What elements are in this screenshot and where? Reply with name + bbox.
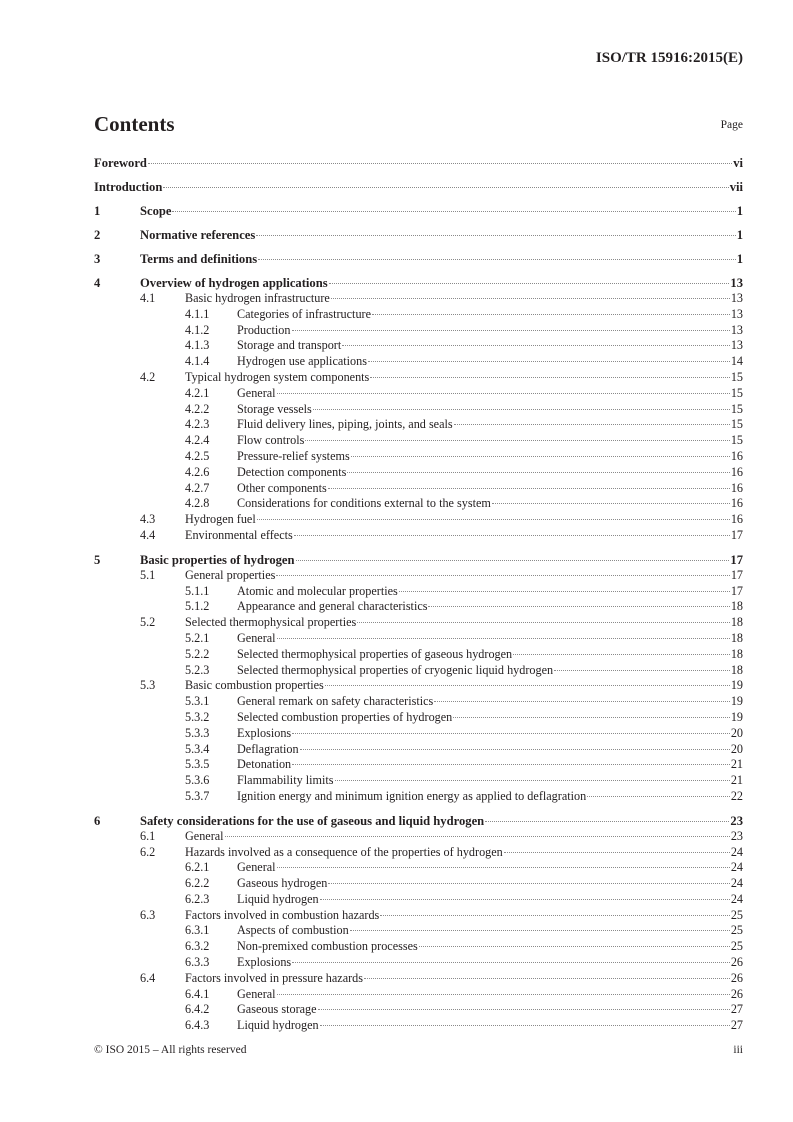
toc-entry-page[interactable]: 18	[730, 599, 743, 614]
toc-entry-number: 4.2.2	[185, 401, 210, 416]
toc-entry-page[interactable]: 21	[730, 757, 743, 772]
toc-entry[interactable]	[94, 227, 743, 243]
toc-entry[interactable]	[94, 876, 743, 892]
toc-entry[interactable]	[94, 773, 743, 789]
toc-entry-title[interactable]: Flammability limits	[237, 773, 334, 788]
dot-leader	[357, 622, 730, 623]
toc-entry-number: 4.1.4	[185, 354, 210, 369]
table-of-contents	[94, 155, 743, 1034]
toc-entry-page[interactable]: 26	[730, 986, 743, 1001]
toc-entry-title[interactable]: Detonation	[237, 757, 292, 772]
toc-entry-title[interactable]: Appearance and general characteristics	[237, 599, 428, 614]
toc-entry-page[interactable]: 15	[730, 417, 743, 432]
page-title: Contents	[94, 112, 175, 136]
toc-entry-number: 4.1.1	[185, 306, 210, 321]
toc-entry-number: 5.3.3	[185, 725, 210, 740]
dot-leader	[485, 821, 729, 822]
toc-entry-page[interactable]: 24	[730, 860, 743, 875]
toc-entry[interactable]	[94, 307, 743, 323]
toc-entry-number: 5	[94, 552, 101, 567]
toc-entry[interactable]	[94, 789, 743, 805]
toc-entry-title[interactable]: Scope	[140, 204, 172, 218]
dot-leader	[292, 330, 730, 331]
dot-leader	[328, 488, 730, 489]
toc-entry-number: 6.4.2	[185, 1002, 210, 1017]
toc-entry-title[interactable]: Non-premixed combustion processes	[237, 939, 418, 954]
toc-entry-number: 5.2.1	[185, 630, 210, 645]
toc-entry-title[interactable]: General remark on safety characteristics	[237, 694, 434, 709]
toc-entry-number: 5.3.7	[185, 788, 210, 803]
toc-entry[interactable]	[94, 678, 743, 694]
toc-entry-title[interactable]: Introduction	[94, 180, 163, 194]
toc-entry[interactable]	[94, 512, 743, 528]
toc-entry-title[interactable]: Gaseous storage	[237, 1002, 317, 1017]
toc-entry-title[interactable]: Hydrogen use applications	[237, 354, 367, 369]
toc-entry-number: 5.3.4	[185, 741, 210, 756]
toc-entry-title[interactable]: Considerations for conditions external to the system	[237, 496, 491, 511]
dot-leader	[320, 899, 730, 900]
dot-leader	[364, 978, 730, 979]
toc-entry-title[interactable]: General	[237, 860, 276, 875]
toc-entry-title[interactable]: Factors involved in combustion hazards	[185, 907, 380, 922]
toc-entry-page[interactable]: 14	[730, 354, 743, 369]
page-number: iii	[733, 1044, 743, 1056]
dot-leader	[370, 377, 730, 378]
toc-entry[interactable]	[94, 829, 743, 845]
dot-leader	[454, 424, 730, 425]
toc-entry-title[interactable]: Safety considerations for the use of gaseous and liquid hydrogen	[140, 813, 485, 828]
toc-entry[interactable]	[94, 813, 743, 829]
toc-entry-title[interactable]: Basic combustion properties	[185, 678, 324, 693]
toc-entry-page[interactable]: 16	[730, 480, 743, 495]
dot-leader	[300, 749, 730, 750]
toc-entry-title[interactable]: Hydrogen fuel	[185, 512, 256, 527]
toc-entry-number: 6.2.1	[185, 860, 210, 875]
toc-entry-page[interactable]: 25	[730, 923, 743, 938]
dot-leader	[419, 946, 730, 947]
toc-entry-page[interactable]: 22	[730, 788, 743, 803]
toc-entry-page[interactable]: 24	[730, 876, 743, 891]
dot-leader	[305, 440, 729, 441]
toc-entry-page[interactable]: 20	[730, 725, 743, 740]
dot-leader	[277, 638, 730, 639]
toc-entry[interactable]	[94, 275, 743, 291]
toc-entry-number: 4.2.6	[185, 464, 210, 479]
toc-entry-title[interactable]: Foreword	[94, 156, 147, 170]
toc-entry[interactable]	[94, 1002, 743, 1018]
toc-entry-title[interactable]: Factors involved in pressure hazards	[185, 970, 364, 985]
toc-entry-title[interactable]: Pressure-relief systems	[237, 448, 350, 463]
dot-leader	[328, 883, 729, 884]
dot-leader	[350, 930, 730, 931]
toc-entry[interactable]	[94, 647, 743, 663]
toc-entry-page[interactable]: 16	[730, 496, 743, 511]
toc-entry-title[interactable]: Normative references	[140, 228, 256, 242]
toc-entry-number: 4.1.3	[185, 338, 210, 353]
toc-entry-page[interactable]: 13	[730, 306, 743, 321]
toc-entry[interactable]	[94, 742, 743, 758]
dot-leader	[276, 575, 729, 576]
toc-entry[interactable]	[94, 465, 743, 481]
toc-entry-number: 5.3.6	[185, 773, 210, 788]
toc-entry-title[interactable]: General	[185, 828, 224, 843]
toc-entry-page[interactable]: 19	[730, 709, 743, 724]
dot-leader	[296, 560, 730, 561]
toc-entry-title[interactable]: Ignition energy and minimum ignition energy as applied to deflagration	[237, 788, 587, 803]
toc-entry[interactable]	[94, 955, 743, 971]
toc-entry-page[interactable]: 1	[736, 252, 743, 266]
toc-entry-title[interactable]: Liquid hydrogen	[237, 1018, 319, 1033]
toc-entry-number: 4.2.7	[185, 480, 210, 495]
dot-leader	[504, 852, 730, 853]
toc-entry-title[interactable]: Typical hydrogen system components	[185, 369, 370, 384]
toc-entry-number: 5.1	[140, 567, 156, 582]
toc-entry[interactable]	[94, 923, 743, 939]
toc-entry[interactable]	[94, 568, 743, 584]
dot-leader	[257, 519, 730, 520]
toc-entry[interactable]	[94, 449, 743, 465]
dot-leader	[399, 591, 730, 592]
toc-entry-number: 4.2.5	[185, 448, 210, 463]
dot-leader	[335, 780, 730, 781]
toc-entry-page[interactable]: 25	[730, 939, 743, 954]
toc-entry-number: 6.1	[140, 828, 156, 843]
toc-entry[interactable]	[94, 402, 743, 418]
dot-leader	[513, 654, 730, 655]
toc-entry-page[interactable]: 20	[730, 741, 743, 756]
toc-entry-number: 5.3.1	[185, 694, 210, 709]
toc-entry-page[interactable]: 15	[730, 433, 743, 448]
toc-entry[interactable]	[94, 971, 743, 987]
toc-entry-number: 4.2.1	[185, 385, 210, 400]
toc-entry-number: 5.2.3	[185, 662, 210, 677]
toc-entry-page[interactable]: 17	[730, 583, 743, 598]
dot-leader	[256, 235, 735, 236]
toc-entry-title[interactable]: Categories of infrastructure	[237, 306, 372, 321]
toc-entry[interactable]	[94, 386, 743, 402]
toc-entry[interactable]	[94, 757, 743, 773]
toc-entry-page[interactable]: 13	[730, 276, 743, 290]
toc-entry-title[interactable]: Explosions	[237, 725, 292, 740]
toc-entry-number: 4.2.8	[185, 496, 210, 511]
toc-entry-number: 6.4	[140, 970, 156, 985]
toc-entry-number: 6.2.2	[185, 876, 210, 891]
toc-entry-number: 2	[94, 228, 101, 242]
page-column-label: Page	[720, 119, 743, 131]
toc-entry-page[interactable]: 13	[730, 338, 743, 353]
toc-entry[interactable]	[94, 615, 743, 631]
toc-entry-title[interactable]: Basic hydrogen infrastructure	[185, 291, 330, 305]
toc-entry[interactable]	[94, 417, 743, 433]
toc-entry-page[interactable]: 15	[730, 385, 743, 400]
toc-entry[interactable]	[94, 179, 743, 195]
toc-entry-page[interactable]: 16	[730, 464, 743, 479]
toc-entry-page[interactable]: 1	[736, 228, 743, 242]
toc-entry-title[interactable]: Overview of hydrogen applications	[140, 276, 328, 290]
toc-entry[interactable]	[94, 987, 743, 1003]
toc-entry-title[interactable]: Storage vessels	[237, 401, 312, 416]
toc-entry-page[interactable]: 17	[730, 552, 743, 567]
toc-entry-number: 4	[94, 276, 101, 290]
toc-entry-number: 5.3.2	[185, 709, 210, 724]
dot-leader	[294, 535, 730, 536]
toc-entry-page[interactable]: vii	[729, 180, 743, 194]
toc-entry[interactable]	[94, 845, 743, 861]
dot-leader	[258, 259, 736, 260]
toc-entry-number: 6.3	[140, 907, 156, 922]
dot-leader	[277, 994, 730, 995]
toc-entry-title[interactable]: Flow controls	[237, 433, 305, 448]
dot-leader	[351, 456, 730, 457]
toc-entry[interactable]	[94, 338, 743, 354]
dot-leader	[329, 283, 730, 284]
toc-entry-page[interactable]: 16	[730, 512, 743, 527]
dot-leader	[225, 836, 730, 837]
toc-entry-number: 5.3.5	[185, 757, 210, 772]
dot-leader	[163, 187, 728, 188]
toc-entry-page[interactable]: 18	[730, 630, 743, 645]
toc-entry[interactable]	[94, 694, 743, 710]
toc-entry-title[interactable]: General	[237, 986, 276, 1001]
toc-entry-page[interactable]: 23	[730, 813, 743, 828]
dot-leader	[492, 503, 730, 504]
toc-entry-number: 4.2	[140, 369, 156, 384]
toc-entry-page[interactable]: 23	[730, 828, 743, 843]
dot-leader	[292, 764, 730, 765]
toc-entry-title[interactable]: General	[237, 630, 276, 645]
toc-entry-title[interactable]: Selected combustion properties of hydrogen	[237, 709, 453, 724]
toc-entry[interactable]	[94, 251, 743, 267]
dot-leader	[292, 733, 730, 734]
toc-entry[interactable]	[94, 710, 743, 726]
toc-entry-title[interactable]: Selected thermophysical properties of cryogenic liquid hydrogen	[237, 662, 554, 677]
toc-entry[interactable]	[94, 584, 743, 600]
toc-entry-title[interactable]: Terms and definitions	[140, 252, 258, 266]
toc-entry[interactable]	[94, 726, 743, 742]
toc-entry-number: 4.2.4	[185, 433, 210, 448]
toc-entry-title[interactable]: Explosions	[237, 955, 292, 970]
toc-entry[interactable]	[94, 908, 743, 924]
toc-entry[interactable]	[94, 939, 743, 955]
toc-entry[interactable]	[94, 203, 743, 219]
toc-entry-number: 4.1	[140, 291, 156, 305]
dot-leader	[342, 345, 730, 346]
toc-entry[interactable]	[94, 370, 743, 386]
toc-entry[interactable]	[94, 860, 743, 876]
toc-entry-title[interactable]: Environmental effects	[185, 527, 293, 542]
toc-entry-page[interactable]: 24	[730, 891, 743, 906]
dot-leader	[313, 409, 730, 410]
toc-entry-title[interactable]: General properties	[185, 567, 276, 582]
toc-entry-page[interactable]: 13	[730, 291, 743, 305]
toc-entry-page[interactable]: 19	[730, 694, 743, 709]
toc-entry-number: 5.2.2	[185, 646, 210, 661]
toc-entry-page[interactable]: 17	[730, 527, 743, 542]
dot-leader	[347, 472, 729, 473]
toc-entry[interactable]	[94, 291, 743, 307]
toc-entry-page[interactable]: 15	[730, 369, 743, 384]
toc-entry-title[interactable]: Atomic and molecular properties	[237, 583, 398, 598]
toc-entry-title[interactable]: Basic properties of hydrogen	[140, 552, 295, 567]
toc-entry-number: 6.2	[140, 844, 156, 859]
toc-entry-page[interactable]: 1	[736, 204, 743, 218]
toc-entry-title[interactable]: Aspects of combustion	[237, 923, 349, 938]
toc-entry-number: 5.1.2	[185, 599, 210, 614]
toc-entry-title[interactable]: Liquid hydrogen	[237, 891, 319, 906]
toc-entry-title[interactable]: Storage and transport	[237, 338, 342, 353]
toc-entry-number: 3	[94, 252, 101, 266]
toc-entry-title[interactable]: Detection components	[237, 464, 347, 479]
dot-leader	[148, 163, 732, 164]
toc-entry-number: 6.3.1	[185, 923, 210, 938]
dot-leader	[428, 606, 729, 607]
toc-entry[interactable]	[94, 323, 743, 339]
toc-entry-number: 4.4	[140, 527, 156, 542]
toc-entry-page[interactable]: 18	[730, 646, 743, 661]
toc-entry-number: 6.3.2	[185, 939, 210, 954]
toc-entry-number: 4.2.3	[185, 417, 210, 432]
toc-entry-title[interactable]: Deflagration	[237, 741, 299, 756]
toc-entry[interactable]	[94, 496, 743, 512]
dot-leader	[368, 361, 730, 362]
toc-entry-page[interactable]: 27	[730, 1018, 743, 1033]
toc-entry-number: 6	[94, 813, 101, 828]
toc-entry-title[interactable]: Selected thermophysical properties	[185, 615, 357, 630]
dot-leader	[320, 1025, 730, 1026]
toc-entry-page[interactable]: 26	[730, 955, 743, 970]
toc-entry-page[interactable]: 25	[730, 907, 743, 922]
toc-entry-page[interactable]: vi	[733, 156, 743, 170]
dot-leader	[331, 298, 730, 299]
toc-entry-page[interactable]: 18	[730, 662, 743, 677]
toc-entry-title[interactable]: Selected thermophysical properties of gaseous hydrogen	[237, 646, 513, 661]
dot-leader	[277, 393, 730, 394]
toc-entry-page[interactable]: 24	[730, 844, 743, 859]
toc-entry-page[interactable]: 18	[730, 615, 743, 630]
toc-entry[interactable]	[94, 631, 743, 647]
toc-entry-title[interactable]: Fluid delivery lines, piping, joints, and seals	[237, 417, 453, 432]
toc-entry-number: 6.4.1	[185, 986, 210, 1001]
toc-entry-title[interactable]: General	[237, 385, 276, 400]
dot-leader	[554, 670, 730, 671]
dot-leader	[325, 685, 730, 686]
toc-entry-number: 5.2	[140, 615, 156, 630]
toc-entry[interactable]	[94, 354, 743, 370]
toc-entry[interactable]	[94, 528, 743, 544]
toc-entry[interactable]	[94, 892, 743, 908]
toc-entry-title[interactable]: Gaseous hydrogen	[237, 876, 328, 891]
toc-entry-page[interactable]: 15	[730, 401, 743, 416]
toc-entry[interactable]	[94, 663, 743, 679]
toc-entry-title[interactable]: Other components	[237, 480, 327, 495]
toc-entry-page[interactable]: 19	[730, 678, 743, 693]
toc-entry-page[interactable]: 16	[730, 448, 743, 463]
toc-entry-page[interactable]: 21	[730, 773, 743, 788]
dot-leader	[292, 962, 730, 963]
toc-entry-number: 5.1.1	[185, 583, 210, 598]
toc-entry[interactable]	[94, 599, 743, 615]
toc-entry-number: 4.3	[140, 512, 156, 527]
toc-entry-number: 6.4.3	[185, 1018, 210, 1033]
toc-entry-page[interactable]: 27	[730, 1002, 743, 1017]
toc-entry-number: 6.3.3	[185, 955, 210, 970]
toc-entry-number: 1	[94, 204, 101, 218]
toc-entry[interactable]	[94, 1018, 743, 1034]
dot-leader	[434, 701, 730, 702]
toc-entry-page[interactable]: 26	[730, 970, 743, 985]
dot-leader	[372, 314, 730, 315]
toc-entry[interactable]	[94, 481, 743, 497]
toc-entry-title[interactable]: Production	[237, 322, 291, 337]
toc-entry-number: 4.1.2	[185, 322, 210, 337]
dot-leader	[453, 717, 730, 718]
document-identifier: ISO/TR 15916:2015(E)	[595, 50, 743, 66]
toc-entry-page[interactable]: 17	[730, 567, 743, 582]
dot-leader	[318, 1009, 730, 1010]
toc-entry-page[interactable]: 13	[730, 322, 743, 337]
toc-entry-title[interactable]: Hazards involved as a consequence of the properties of hydrogen	[185, 844, 503, 859]
dot-leader	[277, 867, 730, 868]
dot-leader	[172, 211, 735, 212]
toc-entry[interactable]	[94, 155, 743, 171]
toc-entry-number: 6.2.3	[185, 891, 210, 906]
dot-leader	[587, 796, 730, 797]
toc-entry-number: 5.3	[140, 678, 156, 693]
dot-leader	[380, 915, 730, 916]
toc-entry[interactable]	[94, 433, 743, 449]
toc-entry[interactable]	[94, 552, 743, 568]
copyright-notice: © ISO 2015 – All rights reserved	[94, 1044, 247, 1056]
